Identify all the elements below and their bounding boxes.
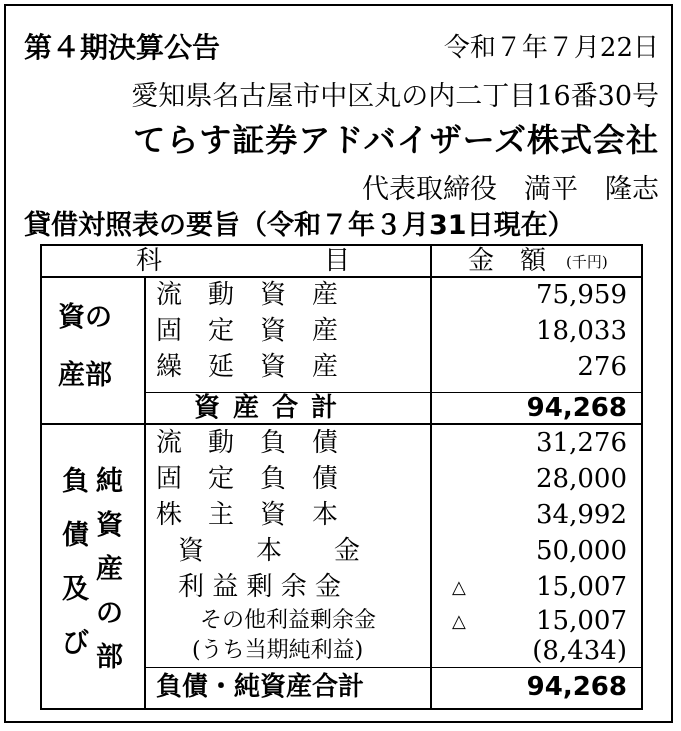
liab-label-char: 純 — [96, 466, 123, 497]
liab-label-char: 資 — [96, 510, 123, 541]
assets-total-label: 資 産 合 計 — [194, 393, 340, 423]
notice-date: 令和７年７月22日 — [443, 33, 659, 63]
liab-value: 31,276 — [536, 428, 627, 458]
assets-section-label-1: 資の — [58, 302, 112, 333]
negative-mark: △ — [452, 577, 466, 598]
liab-label-char: 負 — [62, 466, 89, 497]
header-rule — [42, 276, 641, 278]
liab-value: 50,000 — [536, 536, 627, 566]
asset-value: 18,033 — [536, 316, 627, 346]
liab-label: 利 益 剰 余 金 — [178, 572, 342, 602]
col-subject-1: 科 — [136, 246, 163, 276]
asset-label: 繰 延 資 産 — [156, 352, 339, 382]
liab-label: 株 主 資 本 — [156, 500, 339, 530]
col-amount: 金 額 — [468, 246, 547, 276]
liab-label: (うち当期純利益) — [192, 638, 364, 663]
balance-sheet-table — [40, 244, 643, 710]
company-address: 愛知県名古屋市中区丸の内二丁目16番30号 — [131, 81, 659, 112]
company-name: てらす証券アドバイザーズ株式会社 — [133, 121, 659, 159]
asset-label: 固 定 資 産 — [156, 316, 339, 346]
liab-label-char: び — [62, 628, 89, 659]
notice-title: 第４期決算公告 — [24, 31, 221, 64]
liab-value: (8,434) — [532, 636, 627, 666]
balance-sheet-subtitle: 貸借対照表の要旨（令和７年３月31日現在） — [24, 210, 575, 241]
col-subject-2: 目 — [324, 246, 351, 276]
liab-label-char: 部 — [96, 642, 123, 673]
liab-label: 固 定 負 債 — [156, 464, 339, 494]
liab-label: その他利益剰余金 — [200, 608, 377, 633]
liab-total-value: 94,268 — [526, 672, 627, 702]
liab-label-char: 及 — [62, 574, 89, 605]
assets-total-value: 94,268 — [526, 393, 627, 423]
asset-value: 75,959 — [536, 280, 627, 310]
section-divider — [42, 423, 641, 425]
negative-mark: △ — [452, 611, 466, 632]
col-unit: (千円) — [566, 253, 608, 271]
section-column-rule — [144, 276, 146, 708]
assets-section-label-2: 産部 — [58, 360, 112, 391]
liab-label: 流 動 負 債 — [156, 428, 339, 458]
liab-label-char: 産 — [96, 554, 123, 585]
liab-label-char: の — [96, 598, 123, 629]
liab-total-label: 負債・純資産合計 — [156, 672, 365, 702]
liab-value: 34,992 — [536, 500, 627, 530]
representative: 代表取締役 満平 隆志 — [362, 174, 659, 205]
asset-value: 276 — [577, 352, 627, 382]
amount-column-rule — [430, 246, 432, 708]
liab-value: 15,007 — [536, 606, 627, 636]
liab-label-char: 債 — [62, 520, 89, 551]
liab-value: 28,000 — [536, 464, 627, 494]
liab-total-rule — [144, 667, 641, 668]
liab-value: 15,007 — [536, 572, 627, 602]
asset-label: 流 動 資 産 — [156, 280, 339, 310]
liab-label: 資 本 金 — [178, 536, 361, 566]
